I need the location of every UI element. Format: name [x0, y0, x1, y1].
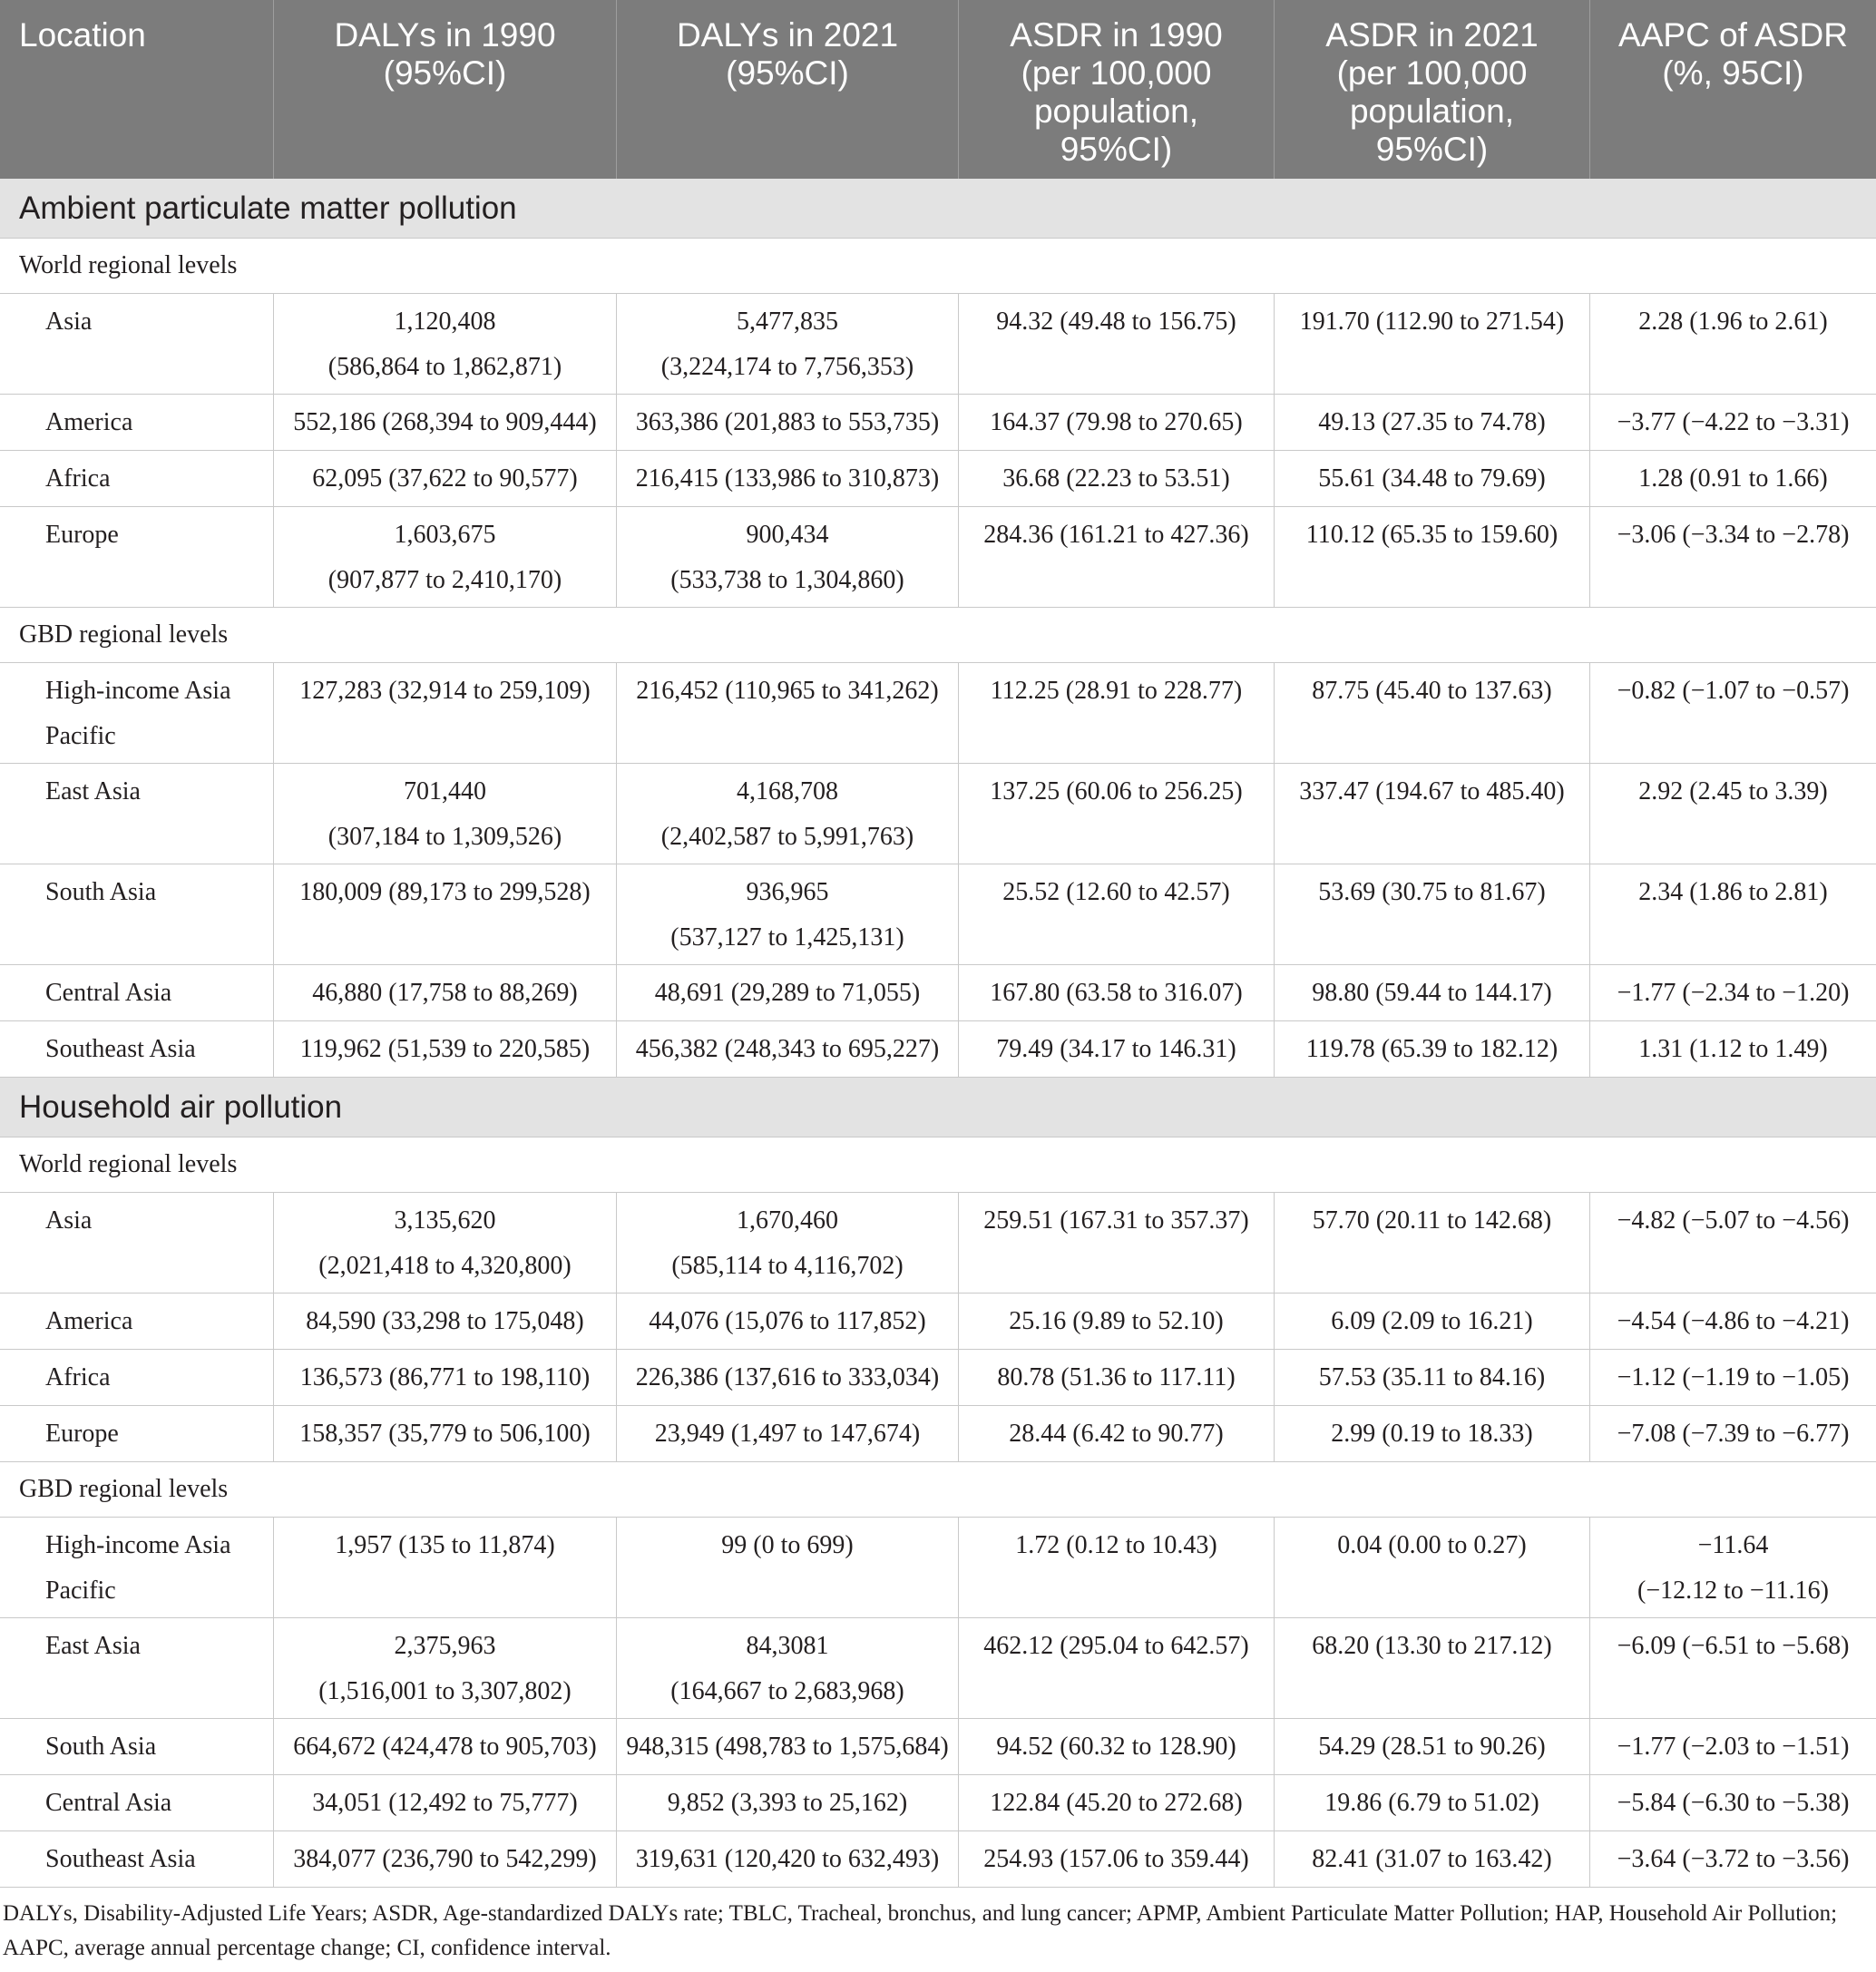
- dalys-1990-cell: 34,051 (12,492 to 75,777): [274, 1775, 617, 1830]
- dalys-1990-cell: 180,009 (89,173 to 299,528): [274, 864, 617, 964]
- column-header-line: 95%CI): [1375, 131, 1489, 168]
- dalys-2021-cell: 319,631 (120,420 to 632,493): [617, 1831, 959, 1887]
- aapc-asdr-cell: 2.34 (1.86 to 2.81): [1638, 878, 1828, 906]
- column-header-line: DALYs in 2021: [676, 16, 899, 54]
- table-row: [0, 1021, 1876, 1078]
- location-cell: Europe: [0, 507, 274, 607]
- location-cell: Africa: [0, 451, 274, 506]
- region-level-header: World regional levels: [0, 239, 1876, 294]
- dalys-1990-cell: 127,283 (32,914 to 259,109): [274, 663, 617, 763]
- location-cell: Central Asia: [0, 1775, 274, 1830]
- dalys-2021-cell: 48,691 (29,289 to 71,055): [617, 965, 959, 1020]
- aapc-asdr-cell: −1.77 (−2.03 to −1.51): [1617, 1733, 1850, 1761]
- table-row: [0, 1294, 1876, 1350]
- asdr-2021-cell: 55.61 (34.48 to 79.69): [1275, 451, 1590, 506]
- asdr-1990-cell: 1.72 (0.12 to 10.43): [959, 1518, 1275, 1617]
- asdr-2021-cell: 0.04 (0.00 to 0.27): [1275, 1518, 1590, 1617]
- table-row: [0, 1719, 1876, 1775]
- column-header-line: ASDR in 1990: [1010, 16, 1223, 54]
- dalys-2021-cell: 99 (0 to 699): [617, 1518, 959, 1617]
- column-header-line: 95%CI): [1060, 131, 1173, 168]
- column-header-line: population,: [1033, 93, 1199, 130]
- column-header-line: population,: [1349, 93, 1515, 130]
- asdr-2021-cell: 53.69 (30.75 to 81.67): [1275, 864, 1590, 964]
- section-header: Ambient particulate matter pollution: [0, 179, 1876, 239]
- aapc-asdr-cell: −4.54 (−4.86 to −4.21): [1617, 1307, 1850, 1335]
- location-cell: Asia: [0, 1193, 274, 1293]
- dalys-2021-cell: 1,670,460 (585,114 to 4,116,702): [617, 1193, 959, 1293]
- dalys-2021-cell: 363,386 (201,883 to 553,735): [617, 395, 959, 450]
- asdr-1990-cell: 167.80 (63.58 to 316.07): [959, 965, 1275, 1020]
- location-cell: Europe: [0, 1406, 274, 1461]
- aapc-asdr-cell: 1.31 (1.12 to 1.49): [1638, 1035, 1828, 1063]
- asdr-2021-cell: 68.20 (13.30 to 217.12): [1275, 1618, 1590, 1718]
- table-row: [0, 864, 1876, 965]
- aapc-asdr-cell: −7.08 (−7.39 to −6.77): [1617, 1420, 1850, 1448]
- column-header-line: ASDR in 2021: [1325, 16, 1539, 54]
- dalys-2021-cell: 216,452 (110,965 to 341,262): [617, 663, 959, 763]
- dalys-1990-cell: 1,603,675 (907,877 to 2,410,170): [274, 507, 617, 607]
- asdr-1990-cell: 36.68 (22.23 to 53.51): [959, 451, 1275, 506]
- table-row: [0, 764, 1876, 864]
- aapc-asdr-cell: −4.82 (−5.07 to −4.56): [1617, 1206, 1850, 1235]
- dalys-2021-cell: 84,3081 (164,667 to 2,683,968): [617, 1618, 959, 1718]
- location-cell: South Asia: [0, 864, 274, 964]
- region-level-header: GBD regional levels: [0, 1462, 1876, 1518]
- dalys-2021-cell: 900,434 (533,738 to 1,304,860): [617, 507, 959, 607]
- table-body: [0, 179, 1876, 1888]
- table-row: [0, 965, 1876, 1021]
- dalys-1990-cell: 384,077 (236,790 to 542,299): [274, 1831, 617, 1887]
- asdr-2021-cell: 98.80 (59.44 to 144.17): [1275, 965, 1590, 1020]
- asdr-1990-cell: 462.12 (295.04 to 642.57): [959, 1618, 1275, 1718]
- aapc-asdr-cell: −1.12 (−1.19 to −1.05): [1617, 1363, 1850, 1391]
- dalys-2021-cell: 23,949 (1,497 to 147,674): [617, 1406, 959, 1461]
- location-cell: America: [0, 1294, 274, 1349]
- table-row: [0, 1518, 1876, 1618]
- table-row: [0, 507, 1876, 608]
- location-cell: East Asia: [0, 764, 274, 864]
- location-cell: Southeast Asia: [0, 1021, 274, 1077]
- table-row: [0, 451, 1876, 507]
- column-header-aapc-asdr: [1590, 0, 1876, 179]
- asdr-1990-cell: 28.44 (6.42 to 90.77): [959, 1406, 1275, 1461]
- aapc-asdr-cell: −3.64 (−3.72 to −3.56): [1617, 1845, 1850, 1873]
- table-row: [0, 1775, 1876, 1831]
- column-header-line: (%, 95CI): [1662, 54, 1804, 92]
- asdr-2021-cell: 119.78 (65.39 to 182.12): [1275, 1021, 1590, 1077]
- asdr-1990-cell: 25.52 (12.60 to 42.57): [959, 864, 1275, 964]
- column-header-line: (per 100,000: [1336, 54, 1528, 92]
- region-level-header: World regional levels: [0, 1137, 1876, 1193]
- dalys-1990-cell: 701,440 (307,184 to 1,309,526): [274, 764, 617, 864]
- dalys-2021-cell: 226,386 (137,616 to 333,034): [617, 1350, 959, 1405]
- location-cell: Asia: [0, 294, 274, 394]
- aapc-asdr-cell: −3.06 (−3.34 to −2.78): [1617, 521, 1850, 549]
- asdr-1990-cell: 164.37 (79.98 to 270.65): [959, 395, 1275, 450]
- location-cell: High-income Asia Pacific: [0, 1518, 274, 1617]
- column-header-line: AAPC of ASDR: [1618, 16, 1848, 54]
- dalys-1990-cell: 46,880 (17,758 to 88,269): [274, 965, 617, 1020]
- dalys-1990-cell: 84,590 (33,298 to 175,048): [274, 1294, 617, 1349]
- column-header-line: (per 100,000: [1021, 54, 1212, 92]
- dalys-2021-cell: 216,415 (133,986 to 310,873): [617, 451, 959, 506]
- table-row: [0, 1193, 1876, 1294]
- asdr-2021-cell: 110.12 (65.35 to 159.60): [1275, 507, 1590, 607]
- asdr-1990-cell: 284.36 (161.21 to 427.36): [959, 507, 1275, 607]
- asdr-1990-cell: 80.78 (51.36 to 117.11): [959, 1350, 1275, 1405]
- table-row: [0, 1618, 1876, 1719]
- asdr-2021-cell: 2.99 (0.19 to 18.33): [1275, 1406, 1590, 1461]
- dalys-2021-cell: 4,168,708 (2,402,587 to 5,991,763): [617, 764, 959, 864]
- asdr-2021-cell: 54.29 (28.51 to 90.26): [1275, 1719, 1590, 1774]
- column-header-dalys-1990: [274, 0, 617, 179]
- aapc-asdr-cell: 2.28 (1.96 to 2.61): [1638, 308, 1828, 336]
- location-cell: Central Asia: [0, 965, 274, 1020]
- column-header-line: Location: [19, 16, 146, 54]
- aapc-asdr-cell: −6.09 (−6.51 to −5.68): [1617, 1632, 1850, 1660]
- region-level-header: GBD regional levels: [0, 608, 1876, 663]
- dalys-1990-cell: 3,135,620 (2,021,418 to 4,320,800): [274, 1193, 617, 1293]
- asdr-2021-cell: 57.70 (20.11 to 142.68): [1275, 1193, 1590, 1293]
- asdr-2021-cell: 57.53 (35.11 to 84.16): [1275, 1350, 1590, 1405]
- dalys-1990-cell: 62,095 (37,622 to 90,577): [274, 451, 617, 506]
- column-header-asdr-1990: [959, 0, 1275, 179]
- asdr-2021-cell: 337.47 (194.67 to 485.40): [1275, 764, 1590, 864]
- location-cell: East Asia: [0, 1618, 274, 1718]
- asdr-1990-cell: 122.84 (45.20 to 272.68): [959, 1775, 1275, 1830]
- asdr-2021-cell: 6.09 (2.09 to 16.21): [1275, 1294, 1590, 1349]
- dalys-1990-cell: 2,375,963 (1,516,001 to 3,307,802): [274, 1618, 617, 1718]
- dalys-1990-cell: 1,120,408 (586,864 to 1,862,871): [274, 294, 617, 394]
- aapc-asdr-cell: 1.28 (0.91 to 1.66): [1638, 464, 1828, 493]
- location-cell: Africa: [0, 1350, 274, 1405]
- dalys-1990-cell: 136,573 (86,771 to 198,110): [274, 1350, 617, 1405]
- asdr-1990-cell: 254.93 (157.06 to 359.44): [959, 1831, 1275, 1887]
- column-header-line: (95%CI): [726, 54, 849, 92]
- asdr-1990-cell: 94.32 (49.48 to 156.75): [959, 294, 1275, 394]
- table-row: [0, 1406, 1876, 1462]
- location-cell: Southeast Asia: [0, 1831, 274, 1887]
- table-row: [0, 663, 1876, 764]
- table-row: [0, 1350, 1876, 1406]
- dalys-2021-cell: 9,852 (3,393 to 25,162): [617, 1775, 959, 1830]
- dalys-1990-cell: 158,357 (35,779 to 506,100): [274, 1406, 617, 1461]
- asdr-1990-cell: 79.49 (34.17 to 146.31): [959, 1021, 1275, 1077]
- location-cell: America: [0, 395, 274, 450]
- aapc-asdr-cell: 2.92 (2.45 to 3.39): [1638, 777, 1828, 805]
- aapc-asdr-cell: −1.77 (−2.34 to −1.20): [1617, 979, 1850, 1007]
- dalys-1990-cell: 1,957 (135 to 11,874): [274, 1518, 617, 1617]
- aapc-asdr-cell: −0.82 (−1.07 to −0.57): [1617, 677, 1850, 705]
- table-row: [0, 1831, 1876, 1888]
- asdr-2021-cell: 49.13 (27.35 to 74.78): [1275, 395, 1590, 450]
- dalys-1990-cell: 552,186 (268,394 to 909,444): [274, 395, 617, 450]
- location-cell: High-income Asia Pacific: [0, 663, 274, 763]
- table-row: [0, 294, 1876, 395]
- asdr-1990-cell: 112.25 (28.91 to 228.77): [959, 663, 1275, 763]
- column-header-line: DALYs in 1990: [334, 16, 556, 54]
- column-header-asdr-2021: [1275, 0, 1590, 179]
- dalys-1990-cell: 664,672 (424,478 to 905,703): [274, 1719, 617, 1774]
- column-header-dalys-2021: [617, 0, 959, 179]
- column-header-line: (95%CI): [383, 54, 507, 92]
- table-header-row: [0, 0, 1876, 179]
- dalys-1990-cell: 119,962 (51,539 to 220,585): [274, 1021, 617, 1077]
- dalys-2021-cell: 936,965 (537,127 to 1,425,131): [617, 864, 959, 964]
- asdr-1990-cell: 25.16 (9.89 to 52.10): [959, 1294, 1275, 1349]
- section-header: Household air pollution: [0, 1078, 1876, 1137]
- asdr-2021-cell: 191.70 (112.90 to 271.54): [1275, 294, 1590, 394]
- dalys-2021-cell: 44,076 (15,076 to 117,852): [617, 1294, 959, 1349]
- asdr-1990-cell: 94.52 (60.32 to 128.90): [959, 1719, 1275, 1774]
- table-footnote: DALYs, Disability-Adjusted Life Years; ASDR, Age-standardized DALYs rate; TBLC, Tracheal, bronchus, and lung cancer; APMP, Ambient Particulate Matter Pollution; HAP, Household Air Pollution; AAPC, average annual percentage change; CI, confidence interval.: [3, 1901, 1838, 1960]
- aapc-asdr-cell: −5.84 (−6.30 to −5.38): [1617, 1789, 1850, 1817]
- asdr-2021-cell: 19.86 (6.79 to 51.02): [1275, 1775, 1590, 1830]
- dalys-2021-cell: 948,315 (498,783 to 1,575,684): [617, 1719, 959, 1774]
- aapc-asdr-cell: −3.77 (−4.22 to −3.31): [1617, 408, 1850, 436]
- location-cell: South Asia: [0, 1719, 274, 1774]
- table-row: [0, 395, 1876, 451]
- asdr-2021-cell: 82.41 (31.07 to 163.42): [1275, 1831, 1590, 1887]
- column-header-location: [0, 0, 274, 179]
- asdr-1990-cell: 137.25 (60.06 to 256.25): [959, 764, 1275, 864]
- dalys-2021-cell: 456,382 (248,343 to 695,227): [617, 1021, 959, 1077]
- asdr-2021-cell: 87.75 (45.40 to 137.63): [1275, 663, 1590, 763]
- aapc-asdr-cell: −11.64 (−12.12 to −11.16): [1637, 1531, 1829, 1605]
- dalys-2021-cell: 5,477,835 (3,224,174 to 7,756,353): [617, 294, 959, 394]
- asdr-1990-cell: 259.51 (167.31 to 357.37): [959, 1193, 1275, 1293]
